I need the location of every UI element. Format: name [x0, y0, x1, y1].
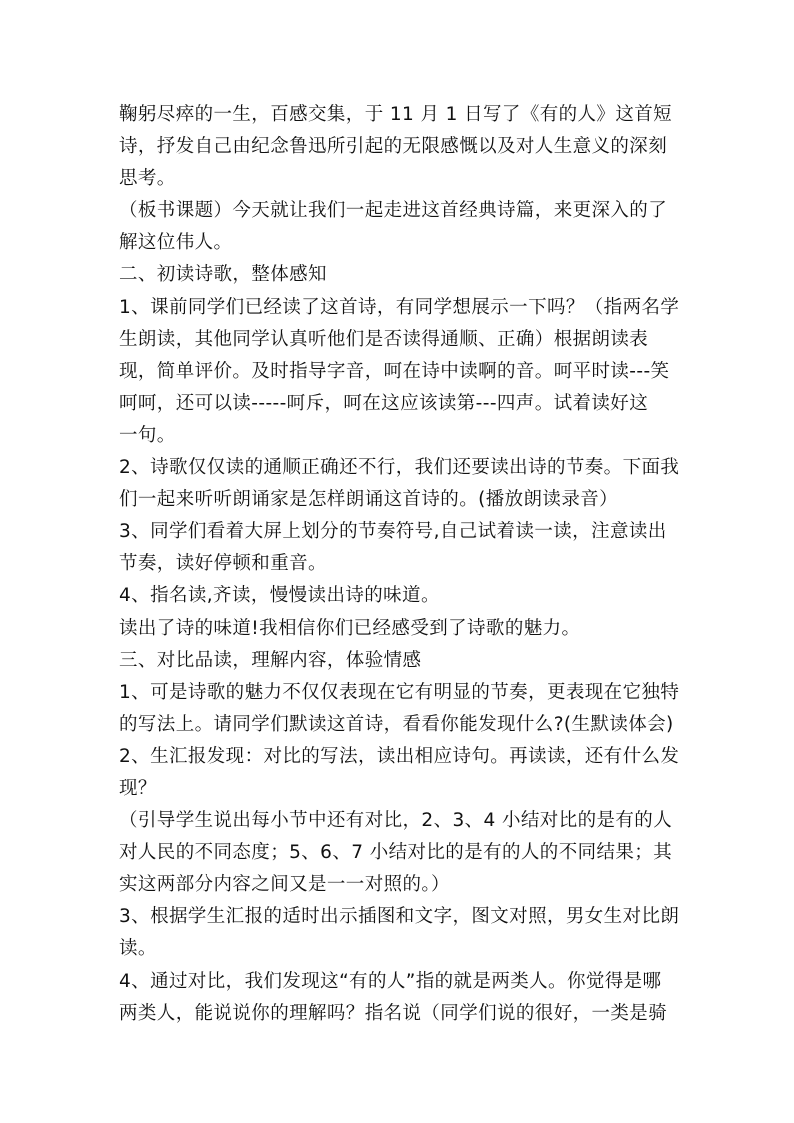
- text-line: 一句。: [119, 425, 176, 446]
- text-line: 2、诗歌仅仅读的通顺正确还不行，我们还要读出诗的节奏。下面我: [119, 457, 680, 478]
- text-line: 生朗读，其他同学认真听他们是否读得通顺、正确）根据朗读表: [119, 329, 649, 350]
- section-heading: 二、初读诗歌，整体感知: [119, 264, 327, 285]
- text-line: 2、生汇报发现：对比的写法，读出相应诗句。再读读，还有什么发: [119, 746, 680, 767]
- text-line: 3、同学们看着大屏上划分的节奏符号,自己试着读一读，注意读出: [119, 521, 667, 542]
- text-line: （引导学生说出每小节中还有对比，2、3、4 小结对比的是有的人: [119, 810, 673, 831]
- text-line: 鞠躬尽瘁的一生，百感交集，于 11 月 1 日写了《有的人》这首短: [119, 104, 673, 125]
- text-line: 实这两部分内容之间又是一一对照的。）: [119, 874, 450, 895]
- text-line: 的写法上。请同学们默读这首诗，看看你能发现什么?(生默读体会): [119, 714, 674, 735]
- text-line: 解这位伟人。: [119, 232, 233, 253]
- text-line: 1、可是诗歌的魅力不仅仅表现在它有明显的节奏，更表现在它独特: [119, 682, 680, 703]
- text-line: 思考。: [119, 168, 176, 189]
- text-line: 现，简单评价。及时指导字音，呵在诗中读啊的音。呵平时读---笑: [119, 361, 670, 382]
- text-line: 节奏，读好停顿和重音。: [119, 553, 327, 574]
- text-line: 读出了诗的味道!我相信你们已经感受到了诗歌的魅力。: [119, 618, 581, 639]
- text-line: 3、根据学生汇报的适时出示插图和文字，图文对照，男女生对比朗: [119, 906, 680, 927]
- text-line: 诗，抒发自己由纪念鲁迅所引起的无限感慨以及对人生意义的深刻: [119, 136, 668, 157]
- section-heading: 三、对比品读，理解内容，体验情感: [119, 650, 422, 671]
- text-line: 1、课前同学们已经读了这首诗，有同学想展示一下吗？（指两名学: [119, 297, 680, 318]
- text-line: 读。: [119, 938, 157, 959]
- text-line: 们一起来听听朗诵家是怎样朗诵这首诗的。(播放朗读录音）: [119, 489, 619, 510]
- text-line: 呵呵，还可以读-----呵斥，呵在这应该读第---四声。试着读好这: [119, 393, 649, 414]
- text-line: 4、通过对比，我们发现这“有的人”指的就是两类人。你觉得是哪: [119, 971, 662, 992]
- text-line: 两类人，能说说你的理解吗？指名说（同学们说的很好，一类是骑: [119, 1003, 668, 1024]
- text-line: 现？: [119, 778, 157, 799]
- text-line: 对人民的不同态度；5、6、7 小结对比的是有的人的不同结果；其: [119, 842, 673, 863]
- text-line: 4、指名读,齐读，慢慢读出诗的味道。: [119, 585, 440, 606]
- text-line: （板书课题）今天就让我们一起走进这首经典诗篇，来更深入的了: [119, 200, 668, 221]
